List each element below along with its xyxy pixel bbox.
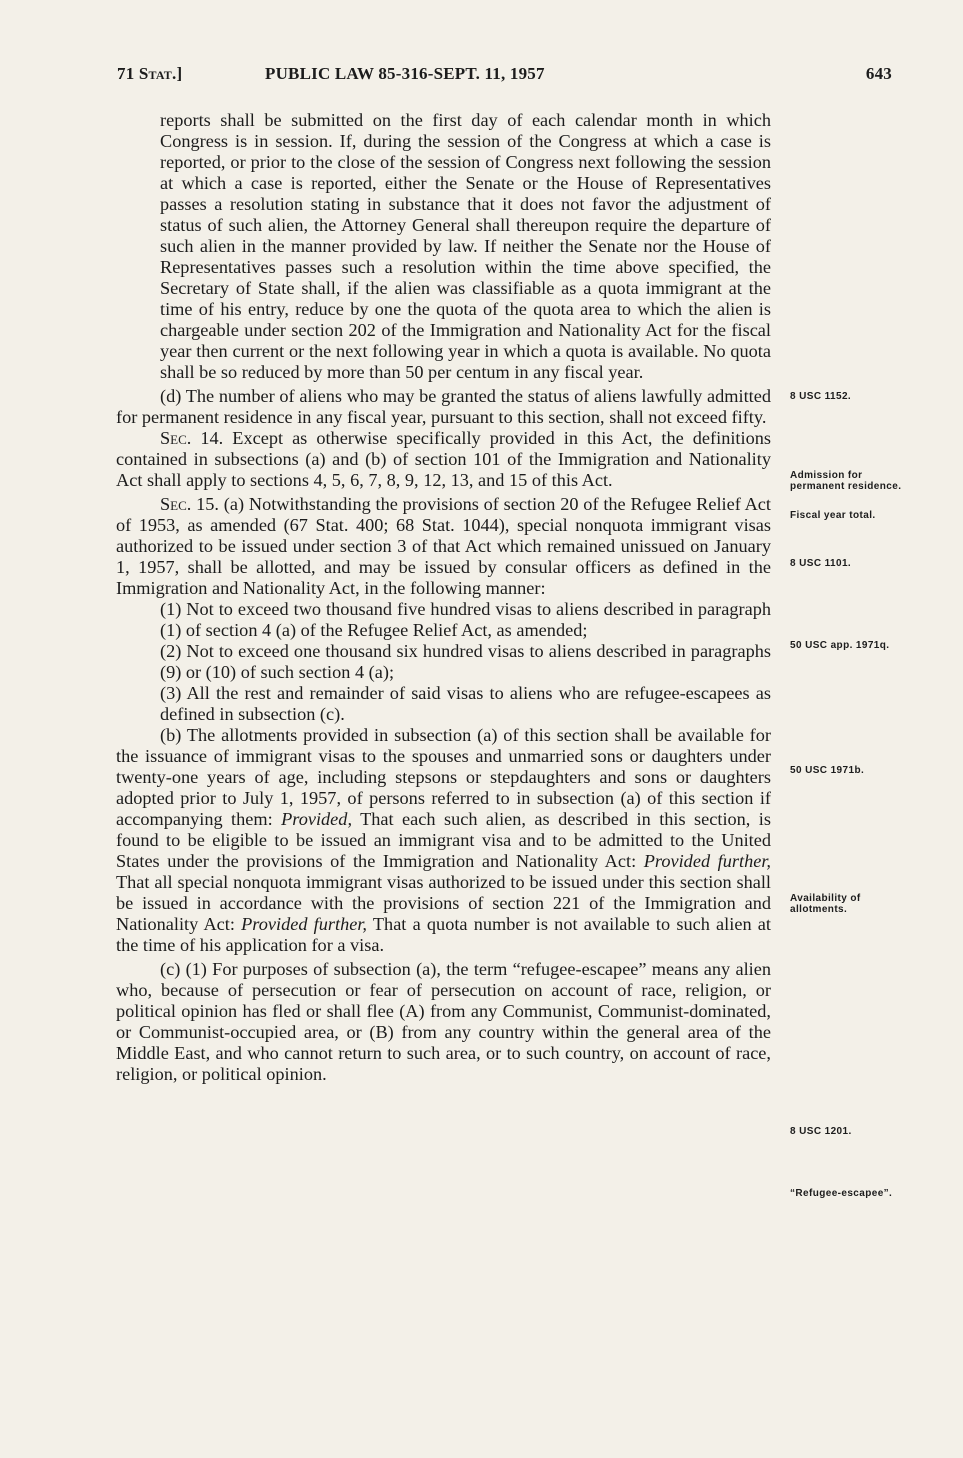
margin-note: Availability of allotments. [790,893,861,915]
margin-note: 8 USC 1201. [790,1126,852,1137]
margin-note: 50 USC app. 1971q. [790,640,890,651]
paragraph-section-15 [116,494,771,599]
clause-text: That a quota number is not available to such alien at the time of his application for a visa. [116,914,771,955]
provided-further-clause: Provided further, [241,914,368,934]
page-number: 643 [865,64,892,83]
margin-note: 8 USC 1152. [790,391,852,402]
paragraph-continuation: reports shall be submitted on the first day of each calendar month in which Congress is in session. If, during the session of the Congress at which a case is reported, or prior to the close of the session of Congress next following the session at which a case is reported, either the Senate or the House of Representatives passes a resolution stating in substance that it does not favor the adjustment of status of such alien, the Attorney General shall thereupon require the departure of such alien in the manner provided by law. If neither the Senate nor the House of Representatives passes such a resolution within the time above specified, the Secretary of State shall, if the alien was classifiable as a quota immigrant at the time of his entry, reduce by one the quota of the quota area to which the alien is chargeable under section 202 of the Immigration and Nationality Act for the fiscal year then current or the next following year in which a quota is available. No quota shall be so reduced by more than 50 per centum in any fiscal year. [160,110,771,382]
main-text [116,110,771,1085]
item-text: (1) Not to exceed two thousand five hundred visas to aliens described in paragraph (1) of section 4 (a) of the Refugee Relief Act, as amended; [160,599,771,640]
page-header [117,64,892,90]
clause-text: That all special nonquota immigrant visas authorized to be issued under this section shall be issued in accordance with the provisions of section 221 of the Immigration and Nationality Act: [116,872,771,934]
margin-note: Fiscal year total. [790,510,876,521]
provided-further-clause: Provided further, [643,851,771,871]
paragraph-section-14 [116,428,771,491]
margin-note: Admission for permanent residence. [790,470,902,492]
section-text: (a) Notwithstanding the provisions of section 20 of the Refugee Relief Act of 1953, as amended (67 Stat. 400; 68 Stat. 1044), special nonquota immigrant visas authorized to be issued under section 3 of that Act which remained unissued on January 1, 1957, shall be allotted, and may be issued by consular officers as defined in the Immigration and Nationality Act, in the following manner: [116,494,771,598]
provided-clause: Provided, [281,809,353,829]
header-volume: 71 Stat.] [117,64,183,83]
paragraph-item-1 [116,599,771,641]
margin-note: 8 USC 1101. [790,558,852,569]
header-title: PUBLIC LAW 85-316-SEPT. 11, 1957 [265,64,545,83]
paragraph-subsection-b [116,725,771,956]
margin-note: “Refugee-escapee”. [790,1188,893,1199]
section-label: Sec. 14. [160,428,224,448]
paragraph-subsection-d: (d) The number of aliens who may be granted the status of aliens lawfully admitted for permanent residence in any fiscal year, pursuant to this section, shall not exceed fifty. [116,386,771,427]
paragraph-item-3: (3) All the rest and remainder of said visas to aliens who are refugee-escapees as defined in subsection (c). [160,683,771,724]
section-text: Except as otherwise specifically provided in this Act, the definitions contained in subsections (a) and (b) of section 101 of the Immigration and Nationality Act shall apply to sections 4, 5, 6, 7, 8, 9, 12, 13, and 15 of this Act. [116,428,771,490]
clause-text: That each such alien, as described in this section, is found to be eligible to be issued an immigrant visa and to be admitted to the United States under the provisions of the Immigration and Nationality Act: [116,809,772,871]
bleed-through-text [800,118,940,130]
paragraph-item-2: (2) Not to exceed one thousand six hundred visas to aliens described in paragraphs (9) or (10) of such section 4 (a); [160,641,771,682]
section-label: Sec. 15. [160,494,219,514]
margin-note: 50 USC 1971b. [790,765,865,776]
clause-text: (b) The allotments provided in subsection (a) of this section shall be available for the issuance of immigrant visas to the spouses and unmarried sons or daughters under twenty-one years of age, including stepsons or stepdaughters and sons or daughters adopted prior to July 1, 1957, of persons referred to in subsection (a) of this section if accompanying them: [116,725,771,829]
paragraph-subsection-c: (c) (1) For purposes of subsection (a), the term “refugee-escapee” means any alien who, because of persecution or fear of persecution on account of race, religion, or political opinion has fled or shall flee (A) from any Communist, Communist-dominated, or Communist-occupied area, or (B) from any country within the general area of the Middle East, and who cannot return to such area, or to such country, on account of race, religion, or political opinion. [116,959,771,1084]
